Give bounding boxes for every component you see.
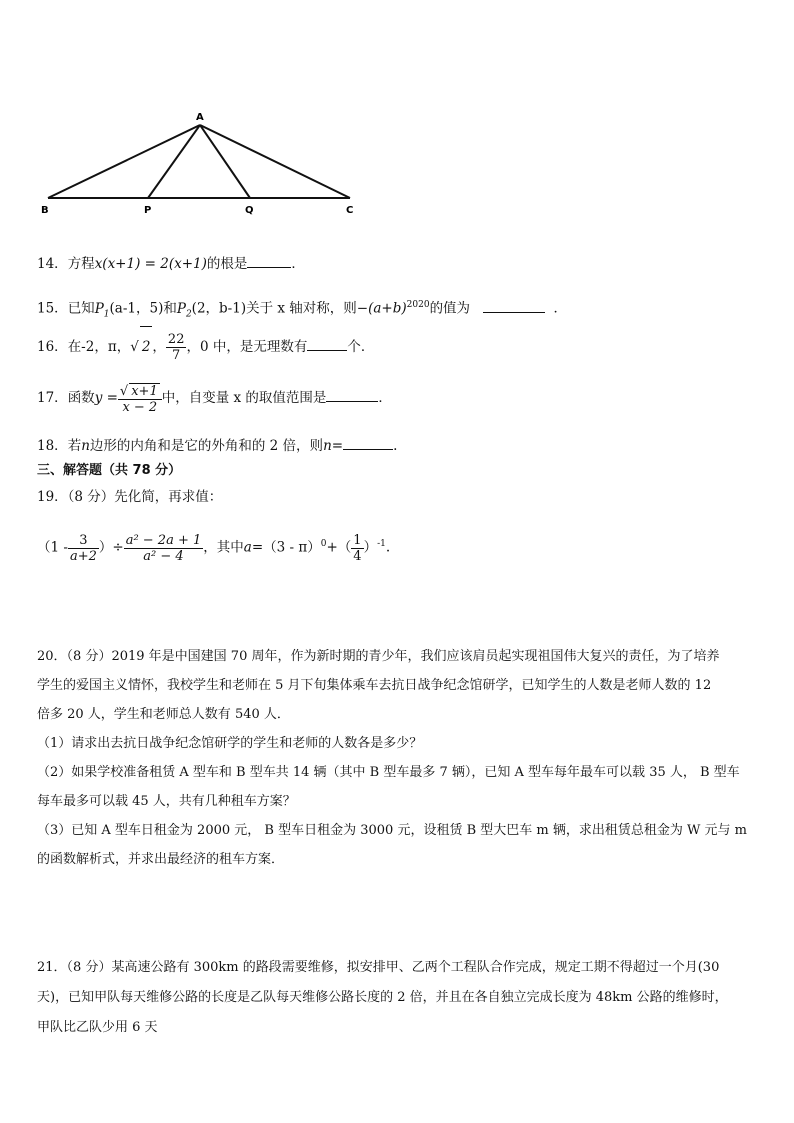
question-end: .	[385, 539, 391, 556]
function-y: y =	[94, 390, 118, 406]
question-19-expression	[37, 522, 390, 570]
question-text: 的根是	[206, 256, 248, 272]
question-14	[37, 254, 305, 274]
label-C: C	[346, 205, 354, 216]
fraction-a-squared: $\frac{\text{a² − 2a + 1}}{\text{a² − 4}}$	[125, 532, 202, 564]
question-text: 若	[67, 438, 82, 454]
question-16: 16．在-2，π，√ 2 ， $\frac{22}{7}$ ，0 中，是无理数有 个．	[37, 326, 374, 367]
question-text: 在-2，π，	[67, 339, 131, 355]
section-heading: 三、解答题（共 78 分）	[37, 463, 182, 478]
answer-blank	[326, 389, 378, 402]
fraction-function: $\frac{√ x+1}{x - 2}$	[118, 383, 162, 415]
point-p1: (a-1，5)	[109, 300, 164, 317]
question-end: ．	[291, 256, 305, 272]
q20-line1: 20．（8 分）2019 年是中国建国 70 周年，作为新时期的青少年，我们应该肩员起实现祖国伟大复兴的责任，为了培养	[37, 649, 720, 664]
question-number: 18．	[37, 438, 68, 454]
question-text: 和	[163, 300, 177, 317]
q20-sub3-line2: 的函数解析式，并求出最经济的租车方案．	[37, 852, 285, 867]
question-text: 关于 x 轴对称，则	[246, 300, 357, 317]
fraction-1-4: $\frac{1}{4}$	[353, 532, 362, 564]
point-p2: (2，b-1)	[191, 300, 247, 317]
segment-AB	[48, 125, 200, 198]
segment-AP	[148, 125, 200, 198]
segment-AQ	[200, 125, 250, 198]
point-p1-symbol: $P_1$	[94, 300, 110, 320]
answer-blank	[343, 437, 393, 450]
expr-lead: （1 -	[37, 539, 68, 556]
label-B: B	[41, 205, 49, 216]
equation: x(x+1) = 2(x+1)	[94, 256, 207, 272]
label-A: A	[196, 112, 204, 123]
q20-sub1: （1）请求出去抗日战争纪念馆研学的学生和老师的人数各是多少？	[37, 736, 423, 751]
question-text: 边形的内角和是它的外角和的 2 倍，则	[89, 438, 324, 454]
fraction-3-over: $\frac{3}{a+2}$	[69, 532, 97, 564]
question-19-heading: 19．（8 分）先化简，再求值：	[37, 489, 223, 505]
expr-rest: ）	[363, 539, 378, 556]
question-20	[37, 642, 747, 874]
answer-blank	[483, 300, 545, 313]
q21-line1: 21．（8 分）某高速公路有 300km 的路段需要维修，拟安排甲、乙两个工程队合作完成，规定工期不得超过一个月(30	[37, 960, 720, 975]
expr-where: ，其中	[203, 539, 244, 556]
q20-sub3-line1: （3）已知 A 型车日租金为 2000 元， B 型车日租金为 3000 元，设租赁 B 型大巴车 m 辆，求出租赁总租金为 W 元与 m	[37, 823, 747, 838]
q21-line2: 天)，已知甲队每天维修公路的长度是乙队每天维修公路长度的 2 倍，并且在各自独立完成长度为 48km 公路的维修时，	[37, 990, 728, 1005]
question-text: 的值为	[429, 300, 471, 317]
sqrt-2: √ 2	[130, 339, 152, 355]
question-end: ．	[553, 300, 568, 317]
exponent: 2020	[406, 300, 430, 310]
equals: =	[331, 438, 344, 454]
question-number: 14．	[37, 256, 68, 272]
question-17	[37, 378, 392, 418]
expr-mid: ）÷	[98, 539, 124, 556]
question-text: 中，自变量 x 的取值范围是	[161, 390, 327, 406]
point-p2-symbol: $P_2$	[176, 300, 192, 320]
var-n: n	[81, 438, 90, 454]
fraction-22-7: $\frac{22}{7}$	[167, 332, 185, 363]
q20-sub2-line2: 每车最多可以载 45 人，共有几种租车方案？	[37, 794, 296, 809]
question-end: ．	[378, 390, 392, 406]
q20-sub2-line1: （2）如果学校准备租赁 A 型车和 B 型车共 14 辆（其中 B 型车最多 7 辆），已知 A 型车每年最车可以载 35 人， B 型车	[37, 765, 740, 780]
question-text: 已知	[67, 300, 95, 317]
question-end: 个．	[347, 339, 375, 355]
question-number: 16．	[37, 339, 68, 355]
question-number: 15．	[37, 300, 68, 317]
expr-plus: +（	[326, 539, 352, 556]
label-P: P	[144, 205, 152, 216]
segment-AC	[200, 125, 350, 198]
expression: −(a+b)	[356, 300, 407, 317]
question-number: 17．	[37, 390, 68, 406]
exponent: -1	[377, 539, 386, 549]
var-a: a	[243, 539, 252, 556]
question-text: ，0 中，是无理数有	[186, 339, 308, 355]
label-Q: Q	[245, 205, 254, 216]
q20-line2: 学生的爱国主义情怀，我校学生和老师在 5 月下旬集体乘车去抗日战争纪念馆研学，已知学生的人数是老师人数的 12	[37, 678, 712, 693]
triangle-figure	[30, 105, 370, 220]
question-15	[37, 295, 567, 324]
question-21	[37, 953, 728, 1043]
question-end: .	[393, 438, 398, 454]
answer-blank	[247, 255, 291, 268]
answer-blank	[307, 338, 347, 351]
question-text: 方程	[67, 256, 95, 272]
question-text: 函数	[67, 390, 95, 406]
q21-line3: 甲队比乙队少用 6 天	[37, 1020, 158, 1035]
q20-line3: 倍多 20 人，学生和老师总人数有 540 人．	[37, 707, 290, 722]
question-18	[37, 436, 397, 456]
exponent: 0	[320, 539, 327, 549]
expr-rest: =（3 - π）	[251, 539, 321, 556]
var-n: n	[323, 438, 332, 454]
